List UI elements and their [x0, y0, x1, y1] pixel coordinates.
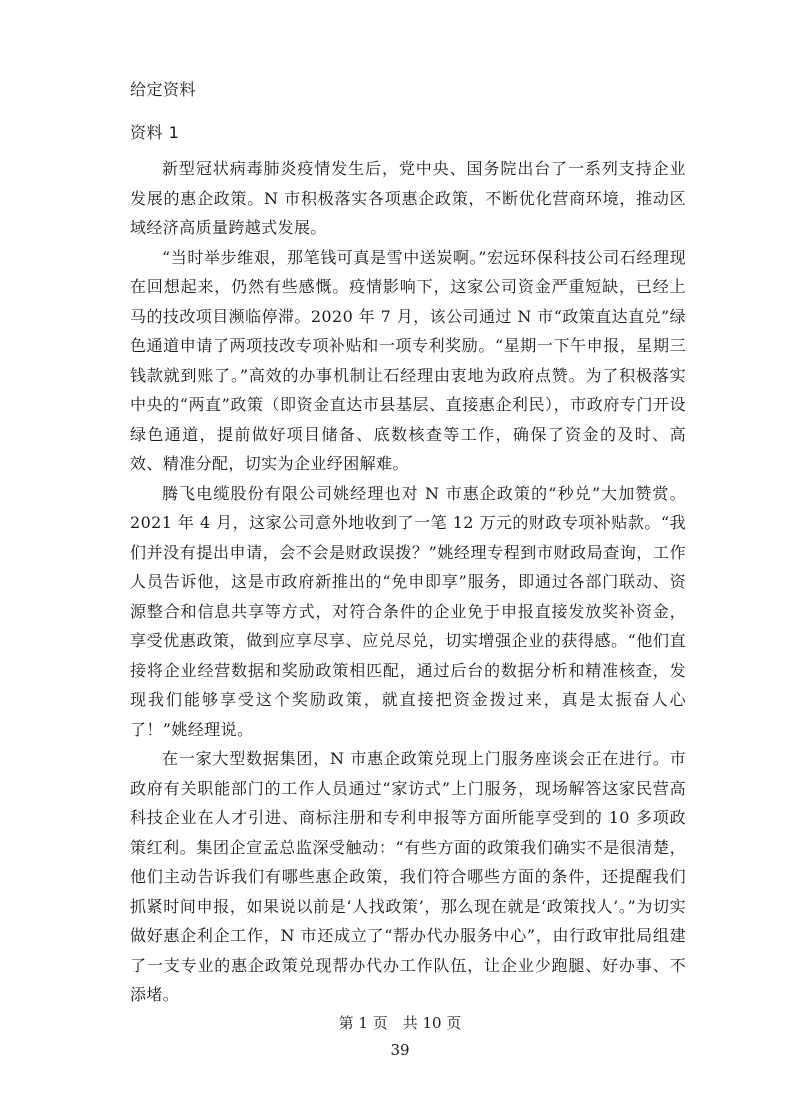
section-heading: 给定资料: [130, 80, 197, 99]
paragraph-4: 在一家大型数据集团，N 市惠企政策兑现上门服务座谈会正在进行。市政府有关职能部门的工作人员通过“家访式”上门服务，现场解答这家民营高科技企业在人才引进、商标注册和专利申报等方面所能享受到的 10 多项政策红利。集团企宣孟总监深受触动：“有些方面的政策我们确实不是很清楚，他们主动告诉我们有哪些惠企政策，我们符合哪些方面的条件，还提醒我们抓紧时间申报，如果说以前是‘人找政策’，那么现在就是‘政策找人’。”为切实做好惠企利企工作，N 市还成立了“帮办代办服务中心”，由行政审批局组建了一支专业的惠企政策兑现帮办代办工作队伍，让企业少跑腿、好办事、不添堵。: [130, 749, 686, 1004]
page-number: 39: [390, 1041, 410, 1059]
document-body: [130, 78, 686, 1010]
paragraph-1: 新型冠状病毒肺炎疫情发生后，党中央、国务院出台了一系列支持企业发展的惠企政策。N 市积极落实各项惠企政策，不断优化营商环境，推动区域经济高质量跨越式发展。: [130, 159, 686, 237]
paragraph-2: “当时举步维艰，那笔钱可真是雪中送炭啊。”宏远环保科技公司石经理现在回想起来，仍然有些感慨。疫情影响下，这家公司资金严重短缺，已经上马的技改项目濒临停滞。2020 年 7 月，该公司通过 N 市“政策直达直兑”绿色通道申请了两项技改专项补贴和一项专利奖励。“星期一下午申报，星期三钱款就到账了。”高效的办事机制让石经理由衷地为政府点赞。为了积极落实中央的“两直”政策（即资金直达市县基层、直接惠企利民），市政府专门开设绿色通道，提前做好项目储备、底数核查等工作，确保了资金的及时、高效、精准分配，切实为企业纾困解难。: [130, 247, 686, 473]
page-info: 第 1 页 共 10 页: [338, 1014, 462, 1032]
material-title: 资料 1: [130, 123, 180, 142]
paragraph-3: 腾飞电缆股份有限公司姚经理也对 N 市惠企政策的“秒兑”大加赞赏。2021 年 4 月，这家公司意外地收到了一笔 12 万元的财政专项补贴款。“我们并没有提出申请，会不会是财政误拨？”姚经理专程到市财政局查询，工作人员告诉他，这是市政府新推出的“免申即享”服务，即通过各部门联动、资源整合和信息共享等方式，对符合条件的企业免于申报直接发放奖补资金，享受优惠政策，做到应享尽享、应兑尽兑，切实增强企业的获得感。“他们直接将企业经营数据和奖励政策相匹配，通过后台的数据分析和精准核查，发现我们能够享受这个奖励政策，就直接把资金拨过来，真是太振奋人心了！”姚经理说。: [130, 483, 686, 739]
